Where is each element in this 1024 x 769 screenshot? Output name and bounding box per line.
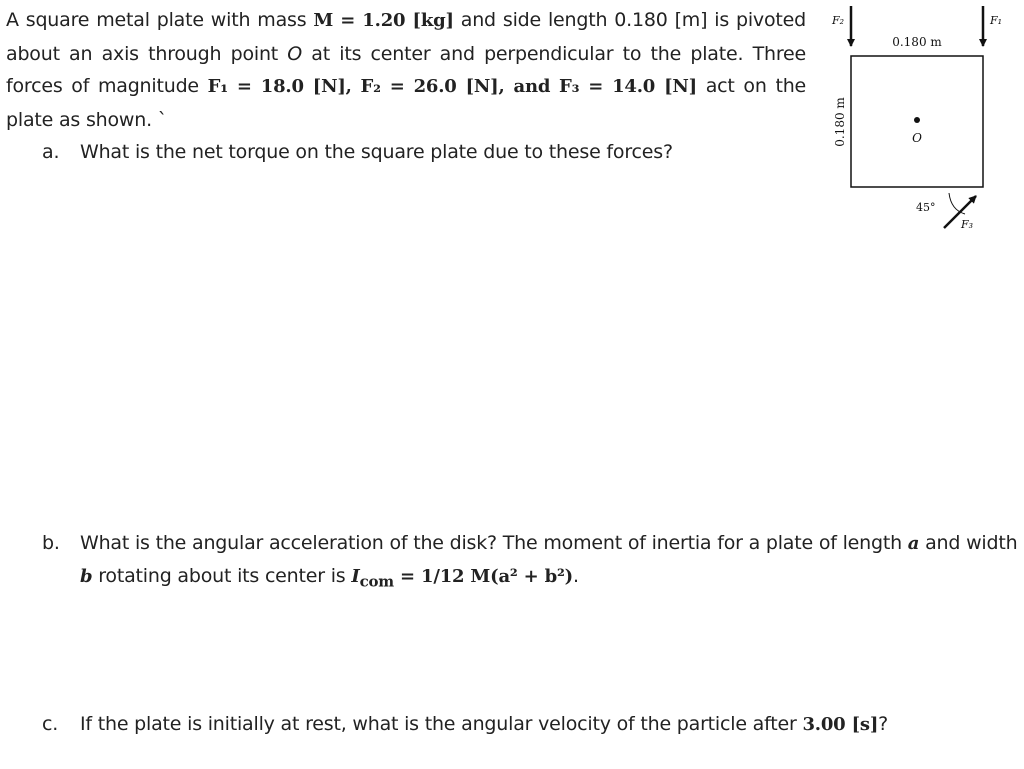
question-b-text — [80, 527, 1022, 598]
problem-statement — [6, 4, 806, 136]
question-c-text — [80, 708, 888, 741]
pivot-point — [914, 117, 920, 123]
question-b-text-1: What is the angular acceleration of the disk? The moment of inertia for a plate of length — [80, 532, 908, 554]
question-a-text: What is the net torque on the square plate due to these forces? — [80, 141, 673, 163]
inertia-formula — [351, 566, 574, 591]
center-label: O — [912, 131, 922, 145]
question-b — [42, 527, 1022, 591]
question-b-label: b. — [42, 532, 60, 554]
question-c — [42, 708, 942, 740]
f1-label: F₁ — [990, 14, 1003, 27]
angle-label: 45° — [916, 201, 936, 214]
f2-equation: F₂ = 26.0 [N], and — [360, 76, 551, 97]
mass-equation: M = 1.20 [kg] — [313, 10, 454, 31]
inertia-formula-rest: = 1/12 M(a² + b²) — [393, 566, 574, 587]
intro-text-2: and side length 0.180 [m] is pivoted about an axis through point — [6, 9, 806, 65]
intro-text-4: act on the plate as shown. ` — [6, 75, 807, 131]
inertia-symbol: I — [351, 566, 360, 587]
var-a: a — [907, 533, 920, 554]
f3-label: F₃ — [961, 218, 974, 231]
question-c-text-1: If the plate is initially at rest, what is the angular velocity of the particle after — [80, 713, 803, 735]
question-b-text-2: and width — [919, 532, 1018, 554]
question-c-label: c. — [42, 713, 59, 735]
top-dimension: 0.180 m — [892, 35, 942, 49]
time-value: 3.00 [s] — [802, 714, 879, 735]
question-a — [42, 136, 802, 168]
f3-equation: F₃ = 14.0 [N] — [559, 76, 697, 97]
question-b-text-3: rotating about its center is — [92, 565, 352, 587]
intro-text-3: at its center and perpendicular to the plate. Three forces of magnitude — [6, 42, 806, 97]
var-b: b — [80, 566, 93, 587]
question-a-label: a. — [42, 141, 60, 163]
point-o: O — [287, 42, 303, 65]
inertia-subscript: com — [359, 572, 394, 591]
f1-equation: F₁ = 18.0 [N], — [207, 76, 352, 97]
question-b-text-4: . — [573, 565, 579, 587]
side-dimension: 0.180 m — [833, 97, 847, 147]
question-c-text-2: ? — [878, 713, 889, 735]
f2-label: F₂ — [832, 14, 845, 27]
intro-text-1: A square metal plate with mass — [6, 9, 314, 31]
plate-diagram — [818, 0, 1024, 240]
